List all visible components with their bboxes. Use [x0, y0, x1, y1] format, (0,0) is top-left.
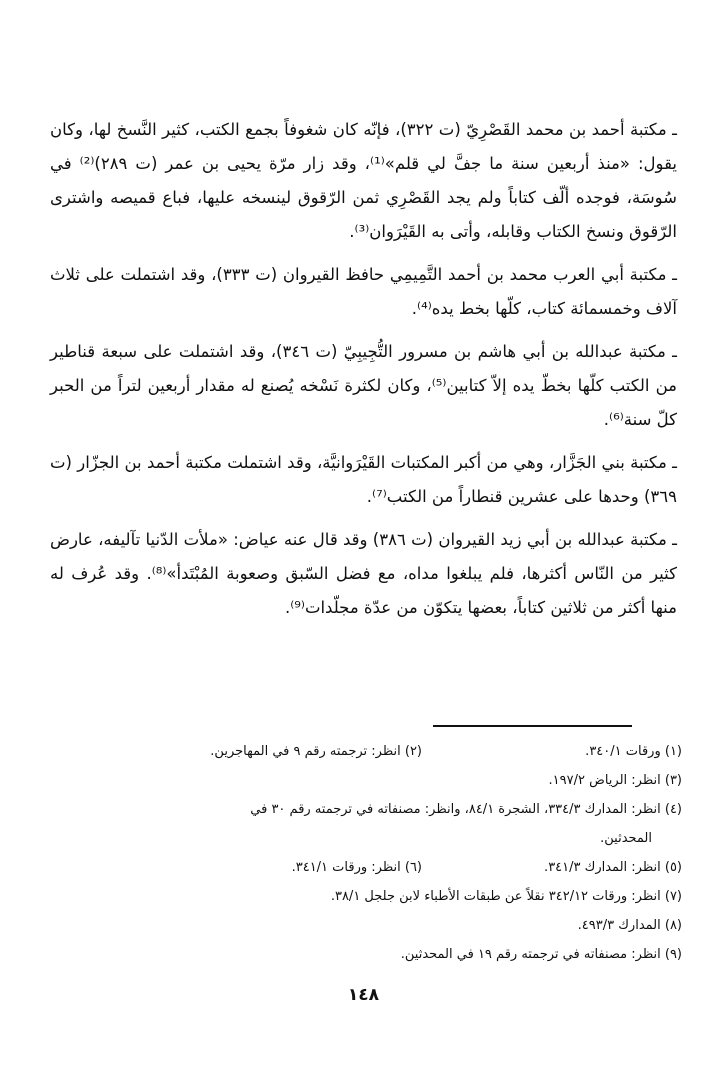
footnote-4: (٤) انظر: المدارك ٣٣٤/٣، الشجرة ٨٤/١، وانظر: مصنفاته في ترجمته رقم ٣٠ في — [250, 802, 682, 817]
footnote-2: (٢) انظر: ترجمته رقم ٩ في المهاجرين. — [210, 744, 422, 759]
footnote-row — [50, 737, 682, 766]
page-number: ١٤٨ — [347, 985, 380, 1005]
footnote-5: (٥) انظر: المدارك ٣٤١/٣. — [544, 860, 682, 875]
footnote-row — [50, 911, 682, 940]
footnote-separator — [433, 725, 632, 727]
paragraph-ibn-abi-zayd-library: ـ مكتبة عبدالله بن أبي زيد القيروان (ت ٣٨٦) وقد قال عنه عياض: «ملأت الدّنيا تآليفه، عارض كثير من النّاس أكثرها، فلم يبلغوا مداه، مع فضل السّبق وصعوبة المُبْتَدأ»⁽⁸⁾. وقد عُرف له منها أكثر من ثلاثين كتاباً، بعضها يتكوّن من عدّة مجلّدات⁽⁹⁾. — [50, 530, 677, 617]
footnote-row — [50, 940, 682, 969]
footnotes — [50, 737, 682, 969]
paragraph-jazzar-library: ـ مكتبة بني الجَزَّار، وهي من أكبر المكتبات القَيْرَوانيَّة، وقد اشتملت مكتبة أحمد بن الجزّار (ت ٣٦٩) وحدها على عشرين قنطاراً من الكتب⁽⁷⁾. — [50, 453, 677, 506]
footnote-8: (٨) المدارك ٤٩٣/٣. — [577, 918, 682, 933]
footnote-3: (٣) انظر: الرياض ١٩٧/٢. — [548, 773, 682, 788]
footnote-row — [50, 766, 682, 795]
footnote-row — [50, 853, 682, 882]
footnote-row — [50, 882, 682, 911]
paragraph-qasri-library: ـ مكتبة أحمد بن محمد القَصْرِيّ (ت ٣٢٢)، فإنّه كان شغوفاً بجمع الكتب، كثير النَّسخ لها، وكان يقول: «منذ أربعين سنة ما جفَّ لي قلم»⁽¹⁾، وقد زار مرّة يحيى بن عمر (ت ٢٨٩)⁽²⁾ في سُوسَة، فوجده ألّف كتاباً ولم يجد القَصْرِي ثمن الرّقوق لينسخه عليها، فباع قميصه واشترى الرّقوق ونسخ الكتاب وقابله، وأتى به القَيْرَوان⁽³⁾. — [50, 120, 678, 241]
paragraph-abu-al-arab-library: ـ مكتبة أبي العرب محمد بن أحمد التَّمِيمِي حافظ القيروان (ت ٣٣٣)، وقد اشتملت على ثلاث آلاف وخمسمائة كتاب، كلّها بخط يده⁽⁴⁾. — [50, 265, 677, 318]
main-text — [50, 113, 677, 634]
footnote-4-continuation: المحدثين. — [600, 831, 652, 846]
footnote-1: (١) ورقات ٣٤٠/١. — [585, 744, 682, 759]
paragraph-tujibi-library: ـ مكتبة عبدالله بن أبي هاشم بن مسرور التُّجِيبِيّ (ت ٣٤٦)، وقد اشتملت على سبعة قناطير من الكتب كلّها بخطّ يده إلاّ كتابين⁽⁵⁾، وكان لكثرة نَسْخه يُصنع له مقدار أربعين لتراً من الحبر كلّ سنة⁽⁶⁾. — [50, 342, 678, 429]
footnote-6: (٦) انظر: ورقات ٣٤١/١. — [291, 860, 422, 875]
footnote-7: (٧) انظر: ورقات ٣٤٢/١٢ نقلاً عن طبقات الأطباء لابن جلجل ٣٨/١. — [330, 889, 682, 904]
footnote-9: (٩) انظر: مصنفاته في ترجمته رقم ١٩ في المحدثين. — [400, 947, 682, 962]
